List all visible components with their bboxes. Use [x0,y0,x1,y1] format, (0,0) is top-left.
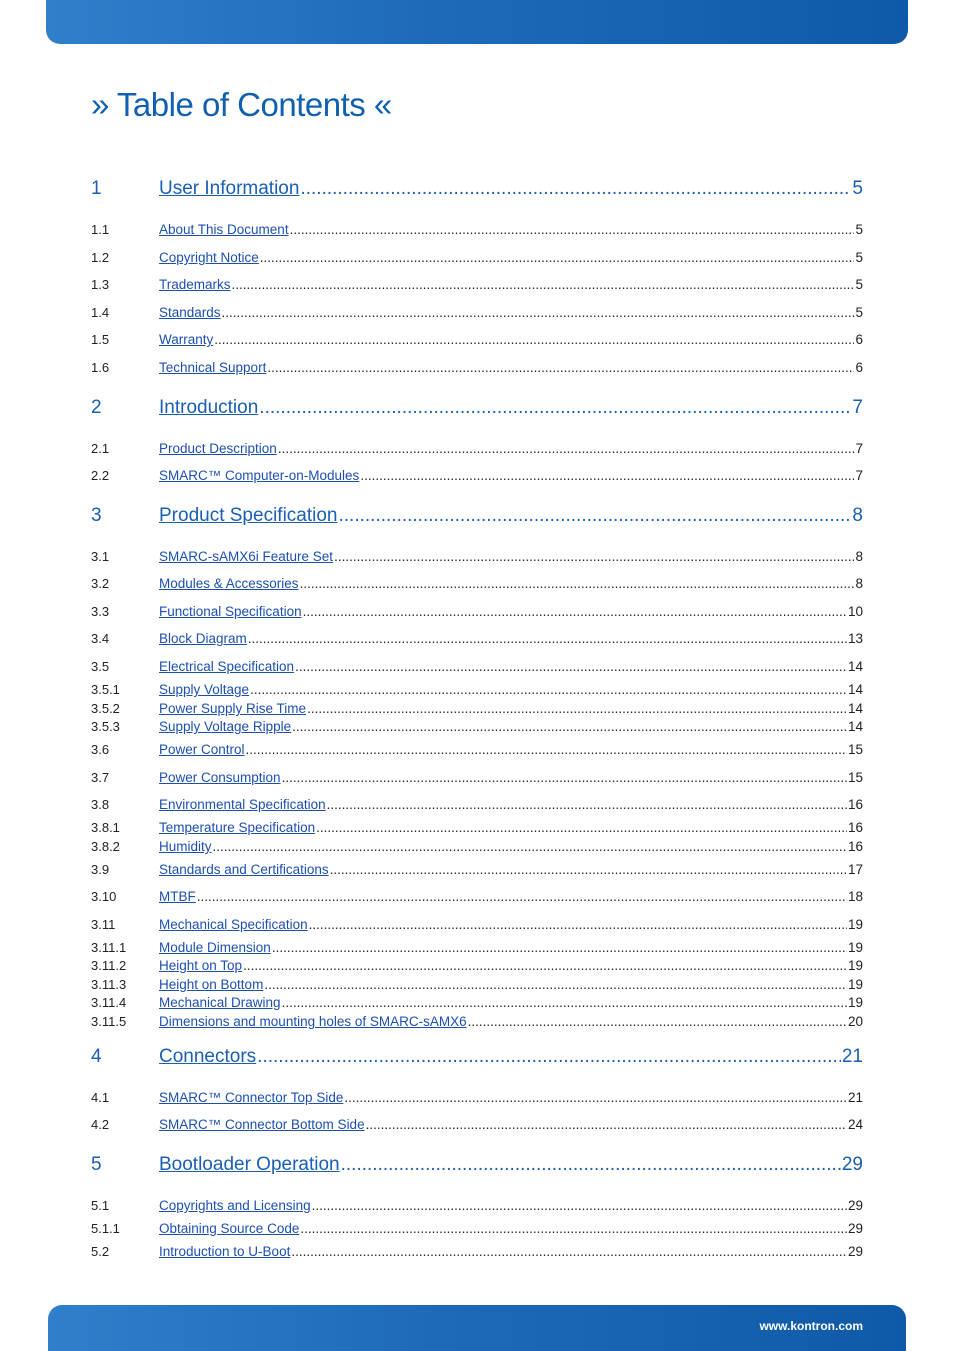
toc-entry-number: 3 [91,505,102,526]
toc-entry-number: 4.1 [91,1090,110,1105]
dot-leader [341,1154,841,1176]
toc-entry-number: 3.11.2 [91,958,127,973]
toc-entry[interactable] [91,940,863,955]
toc-entry-number: 4.2 [91,1117,110,1132]
toc-entry-page-number: 19 [847,958,863,973]
toc-entry-number: 3.5.2 [91,701,120,716]
toc-entry[interactable] [91,305,863,320]
toc-entry-number: 1.1 [91,222,110,237]
header-banner [46,0,908,44]
toc-entry-number: 3.11.5 [91,1014,127,1029]
toc-entry-page-number: 14 [847,701,863,716]
toc-entry-link[interactable]: Dimensions and mounting holes of SMARC-sAMX6 [159,1014,467,1029]
toc-entry[interactable] [91,576,863,591]
toc-entry-number: 1.2 [91,250,110,265]
toc-entry[interactable] [91,917,863,932]
toc-entry[interactable] [91,958,863,973]
toc-entry[interactable] [91,889,863,904]
toc-entry-number: 1.4 [91,305,110,320]
toc-entry[interactable] [91,397,863,419]
dot-leader [257,1046,841,1068]
toc-entry[interactable] [91,1046,863,1068]
toc-entry[interactable] [91,441,863,456]
toc-entry[interactable] [91,604,863,619]
toc-entry-link[interactable]: Copyright Notice [159,250,259,265]
toc-entry-number: 1.6 [91,360,110,375]
toc-entry-page-number: 21 [841,1046,863,1067]
toc-entry-page-number: 29 [847,1244,863,1259]
toc-entry-link[interactable]: Height on Top [159,958,243,973]
dot-leader [246,742,847,757]
toc-entry-number: 3.8 [91,797,110,812]
footer-banner [48,1305,906,1351]
toc-entry-page-number: 7 [855,441,863,456]
dot-leader [272,940,847,955]
dot-leader [344,1090,847,1105]
toc-entry[interactable] [91,222,863,237]
page-title: » Table of Contents « [91,86,392,123]
toc-entry-page-number: 8 [855,549,863,564]
toc-entry-number: 3.11.3 [91,977,127,992]
toc-entry-page-number: 5 [855,277,863,292]
toc-entry-page-number: 15 [847,742,863,757]
toc-entry[interactable] [91,995,863,1010]
toc-entry-link[interactable]: Standards [159,305,221,320]
toc-entry-link[interactable]: Temperature Specification [159,820,316,835]
toc-entry[interactable] [91,1244,863,1259]
toc-entry[interactable] [91,1014,863,1029]
toc-entry-page-number: 6 [855,360,863,375]
toc-entry-number: 3.11.4 [91,995,127,1010]
toc-entry-link[interactable]: About This Document [159,222,289,237]
toc-entry-page-number: 14 [847,682,863,697]
toc-entry-number: 3.9 [91,862,110,877]
toc-entry-number: 3.6 [91,742,110,757]
toc-entry-link[interactable]: SMARC™ Connector Top Side [159,1090,344,1105]
toc-entry-page-number: 8 [852,505,863,526]
toc-entry-page-number: 13 [847,631,863,646]
toc-entry-page-number: 19 [847,917,863,932]
toc-entry-page-number: 10 [847,604,863,619]
toc-entry-page-number: 16 [847,839,863,854]
toc-entry-number: 3.2 [91,576,110,591]
toc-entry[interactable] [91,250,863,265]
dot-leader [259,397,851,419]
toc-entry-page-number: 5 [855,222,863,237]
toc-entry-page-number: 6 [855,332,863,347]
toc-entry-page-number: 5 [855,250,863,265]
dot-leader [243,958,847,973]
toc-entry-number: 3.1 [91,549,110,564]
toc-entry[interactable] [91,862,863,877]
toc-entry-page-number: 19 [847,940,863,955]
toc-entry-link[interactable]: Product Description [159,441,277,456]
dot-leader [307,701,847,716]
dot-leader [213,839,847,854]
dot-leader [339,505,852,527]
dot-leader [292,719,847,734]
toc-entry[interactable] [91,360,863,375]
dot-leader [309,917,847,932]
toc-entry[interactable] [91,549,863,564]
toc-entry-link[interactable]: Trademarks [159,277,231,292]
toc-entry[interactable] [91,178,863,200]
dot-leader [334,549,854,564]
toc-entry-link[interactable]: Height on Bottom [159,977,264,992]
toc-entry-link[interactable]: Introduction [159,397,259,418]
toc-entry-page-number: 14 [847,719,863,734]
toc-entry[interactable] [91,1090,863,1105]
toc-entry[interactable] [91,659,863,674]
toc-entry[interactable] [91,1117,863,1132]
toc-entry-number: 3.8.2 [91,839,120,854]
dot-leader [316,820,847,835]
toc-entry[interactable] [91,839,863,854]
toc-entry-link[interactable]: Warranty [159,332,214,347]
dot-leader [290,222,855,237]
toc-entry[interactable] [91,701,863,716]
toc-entry-link[interactable]: Obtaining Source Code [159,1221,300,1236]
dot-leader [278,441,855,456]
toc-entry-link[interactable]: SMARC™ Computer-on-Modules [159,468,360,483]
toc-entry-page-number: 20 [847,1014,863,1029]
toc-entry-page-number: 5 [852,178,863,199]
toc-entry-number: 4 [91,1046,102,1067]
toc-entry-number: 2.2 [91,468,110,483]
toc-entry[interactable] [91,797,863,812]
toc-entry[interactable] [91,631,863,646]
toc-entry-number: 5.1 [91,1198,110,1213]
toc-entry-link[interactable]: Module Dimension [159,940,271,955]
toc-entry-link[interactable]: Introduction to U-Boot [159,1244,291,1259]
dot-leader [197,889,847,904]
dot-leader [468,1014,847,1029]
toc-entry[interactable] [91,332,863,347]
dot-leader [260,250,855,265]
toc-entry-number: 3.11.1 [91,940,127,955]
toc-entry-page-number: 7 [855,468,863,483]
toc-entry-page-number: 18 [847,889,863,904]
dot-leader [366,1117,847,1132]
toc-entry[interactable] [91,468,863,483]
toc-entry-page-number: 16 [847,797,863,812]
toc-entry-number: 3.5.3 [91,719,120,734]
toc-entry-number: 3.11 [91,917,116,932]
toc-entry-number: 3.10 [91,889,117,904]
toc-entry-link[interactable]: MTBF [159,889,196,904]
dot-leader [303,604,847,619]
toc-entry-page-number: 29 [847,1221,863,1236]
toc-entry[interactable] [91,1154,863,1176]
toc-entry-page-number: 16 [847,820,863,835]
dot-leader [267,360,854,375]
toc-entry-page-number: 19 [847,977,863,992]
toc-entry-link[interactable]: Connectors [159,1046,257,1067]
toc-entry-link[interactable]: Product Specification [159,505,338,526]
toc-entry-link[interactable]: Mechanical Drawing [159,995,281,1010]
toc-entry[interactable] [91,770,863,785]
toc-entry-number: 3.4 [91,631,110,646]
toc-entry-page-number: 19 [847,995,863,1010]
dot-leader [312,1198,847,1213]
toc-entry-link[interactable]: Electrical Specification [159,659,295,674]
toc-entry[interactable] [91,719,863,734]
toc-entry-number: 3.7 [91,770,110,785]
dot-leader [300,178,851,200]
toc-entry-page-number: 8 [855,576,863,591]
toc-entry[interactable] [91,977,863,992]
toc-entry[interactable] [91,742,863,757]
toc-entry-page-number: 29 [841,1154,863,1175]
toc-entry-link[interactable]: Supply Voltage Ripple [159,719,292,734]
dot-leader [222,305,855,320]
toc-entry-page-number: 14 [847,659,863,674]
toc-entry-number: 5 [91,1154,102,1175]
dot-leader [327,797,847,812]
toc-entry-link[interactable]: Functional Specification [159,604,302,619]
toc-entry-page-number: 17 [847,862,863,877]
toc-entry-number: 3.3 [91,604,110,619]
dot-leader [250,682,847,697]
dot-leader [291,1244,847,1259]
toc-entry-page-number: 29 [847,1198,863,1213]
dot-leader [282,770,847,785]
toc-entry-number: 2.1 [91,441,110,456]
toc-entry-link[interactable]: Bootloader Operation [159,1154,340,1175]
toc-entry-number: 3.5.1 [91,682,120,697]
toc-entry-number: 3.8.1 [91,820,120,835]
toc-entry-number: 5.2 [91,1244,110,1259]
toc-entry-link[interactable]: SMARC™ Connector Bottom Side [159,1117,365,1132]
toc-entry[interactable] [91,820,863,835]
toc-entry-page-number: 15 [847,770,863,785]
dot-leader [232,277,855,292]
toc-entry-number: 1.5 [91,332,110,347]
dot-leader [330,862,847,877]
toc-entry-link[interactable]: User Information [159,178,300,199]
toc-entry-page-number: 7 [852,397,863,418]
toc-entry-link[interactable]: Humidity [159,839,212,854]
dot-leader [300,576,855,591]
toc-entry-page-number: 5 [855,305,863,320]
toc-entry[interactable] [91,277,863,292]
toc-entry-number: 2 [91,397,102,418]
toc-entry[interactable] [91,505,863,527]
toc-entry-link[interactable]: Standards and Certifications [159,862,329,877]
dot-leader [214,332,854,347]
toc-entry-page-number: 24 [847,1117,863,1132]
toc-entry-link[interactable]: Modules & Accessories [159,576,299,591]
toc-entry-page-number: 21 [847,1090,863,1105]
dot-leader [248,631,847,646]
toc-entry-link[interactable]: Block Diagram [159,631,247,646]
toc-entry-link[interactable]: Mechanical Specification [159,917,308,932]
toc-entry-number: 1.3 [91,277,110,292]
toc-entry[interactable] [91,1198,863,1213]
toc-entry[interactable] [91,1221,863,1236]
toc-entry-link[interactable]: SMARC-sAMX6i Feature Set [159,549,334,564]
toc-entry-link[interactable]: Technical Support [159,360,267,375]
toc-entry-number: 3.5 [91,659,110,674]
dot-leader [300,1221,847,1236]
dot-leader [360,468,854,483]
footer-url[interactable]: www.kontron.com [759,1319,863,1333]
toc-entry-link[interactable]: Environmental Specification [159,797,326,812]
toc-entry-number: 1 [91,178,102,199]
dot-leader [295,659,847,674]
toc-entry-link[interactable]: Power Supply Rise Time [159,701,307,716]
toc-entry-link[interactable]: Copyrights and Licensing [159,1198,311,1213]
toc-entry-number: 5.1.1 [91,1221,120,1236]
toc-entry-link[interactable]: Power Consumption [159,770,281,785]
toc-entry[interactable] [91,682,863,697]
dot-leader [264,977,847,992]
toc-entry-link[interactable]: Supply Voltage [159,682,250,697]
dot-leader [282,995,847,1010]
toc-entry-link[interactable]: Power Control [159,742,245,757]
